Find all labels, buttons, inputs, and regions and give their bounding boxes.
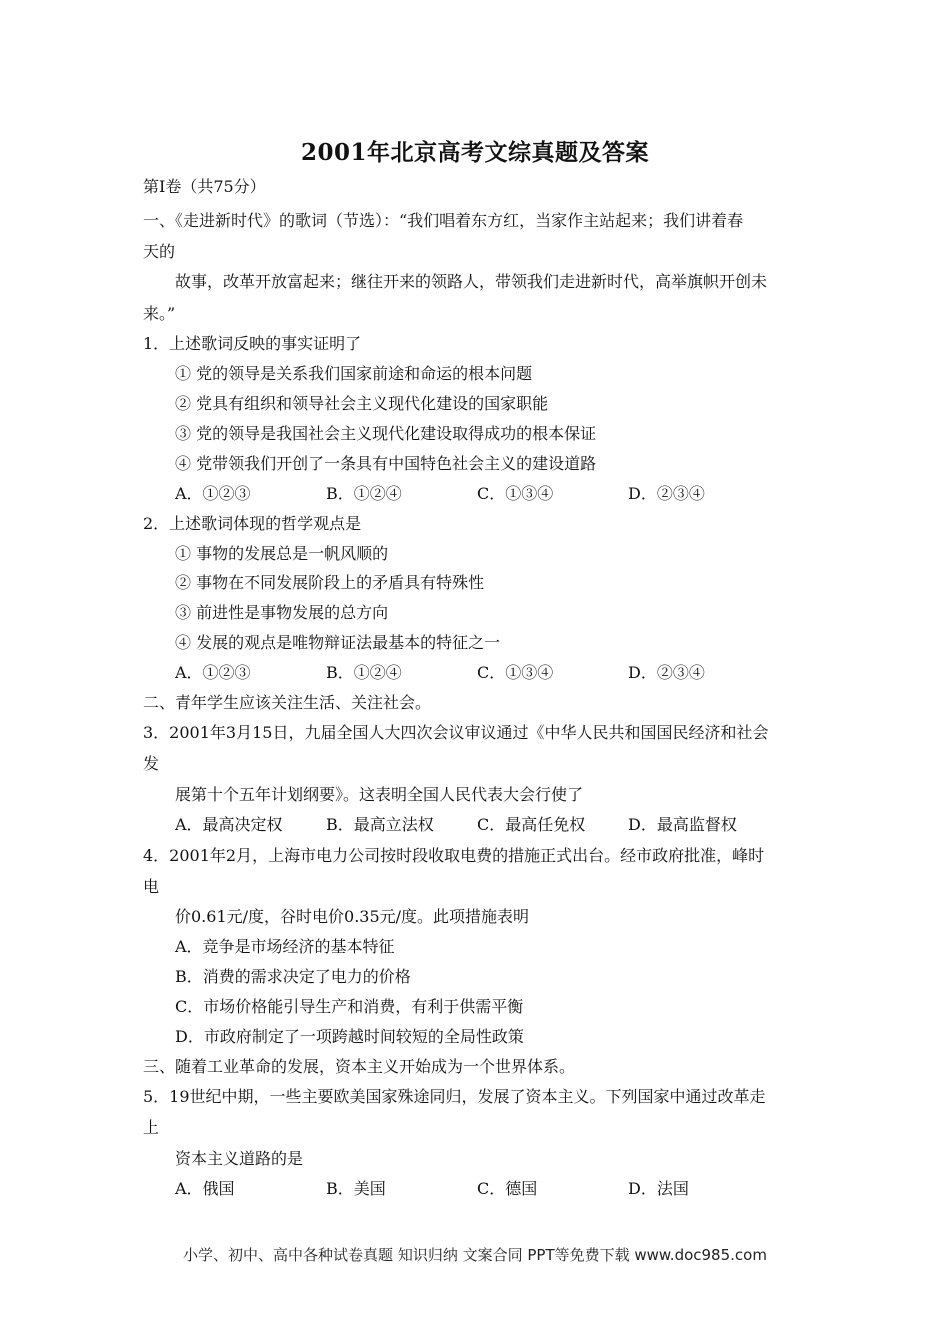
q3-option-c: C．最高任免权 bbox=[477, 815, 586, 834]
q2-stem: 2．上述歌词体现的哲学观点是 bbox=[143, 514, 362, 533]
part1-intro-line2: 天的 bbox=[143, 242, 176, 261]
q2-item-3: ③ 前进性是事物发展的总方向 bbox=[175, 603, 389, 622]
q4-stem-line2: 电 bbox=[143, 877, 160, 896]
q2-option-c: C．①③④ bbox=[477, 663, 554, 682]
q4-option-b: B．消费的需求决定了电力的价格 bbox=[175, 967, 411, 986]
q2-option-d: D．②③④ bbox=[628, 663, 705, 682]
q4-stem-line3: 价0.61元/度，谷时电价0.35元/度。此项措施表明 bbox=[175, 907, 530, 926]
q3-option-d: D．最高监督权 bbox=[628, 815, 737, 834]
q1-item-2: ② 党具有组织和领导社会主义现代化建设的国家职能 bbox=[175, 394, 549, 413]
q1-option-d: D．②③④ bbox=[628, 484, 705, 503]
part1-intro-line4: 来。” bbox=[143, 304, 176, 323]
q5-stem-line2: 上 bbox=[143, 1118, 160, 1137]
q2-option-b: B．①②④ bbox=[326, 663, 402, 682]
q2-item-4: ④ 发展的观点是唯物辩证法最基本的特征之一 bbox=[175, 633, 501, 652]
q2-option-a: A．①②③ bbox=[175, 663, 251, 682]
q4-option-d: D．市政府制定了一项跨越时间较短的全局性政策 bbox=[175, 1027, 524, 1046]
part1-intro-line1: 一、《走进新时代》的歌词（节选）：“我们唱着东方红，当家作主站起来；我们讲着春 bbox=[143, 211, 744, 230]
q4-stem-line1: 4．2001年2月，上海市电力公司按时段收取电费的措施正式出台。经市政府批准，峰时 bbox=[143, 846, 765, 865]
q4-option-a: A．竞争是市场经济的基本特征 bbox=[175, 937, 395, 956]
q3-stem-line2: 发 bbox=[143, 754, 160, 773]
q4-option-c: C．市场价格能引导生产和消费，有利于供需平衡 bbox=[175, 997, 524, 1016]
q5-stem-line1: 5．19世纪中期，一些主要欧美国家殊途同归，发展了资本主义。下列国家中通过改革走 bbox=[143, 1087, 766, 1106]
q2-item-1: ① 事物的发展总是一帆风顺的 bbox=[175, 544, 389, 563]
section-header: 第Ⅰ卷（共75分） bbox=[143, 177, 266, 196]
q5-option-b: B．美国 bbox=[326, 1179, 386, 1198]
q1-item-4: ④ 党带领我们开创了一条具有中国特色社会主义的建设道路 bbox=[175, 454, 597, 473]
q5-option-c: C．德国 bbox=[477, 1179, 538, 1198]
page-title: 2001年北京高考文综真题及答案 bbox=[300, 139, 649, 166]
q5-option-a: A．俄国 bbox=[175, 1179, 235, 1198]
q3-option-a: A．最高决定权 bbox=[175, 815, 283, 834]
q1-stem: 1．上述歌词反映的事实证明了 bbox=[143, 334, 362, 353]
page-footer: 小学、初中、高中各种试卷真题 知识归纳 文案合同 PPT等免费下载 www.doc985.com bbox=[183, 1246, 767, 1264]
q5-option-d: D．法国 bbox=[628, 1179, 689, 1198]
q5-stem-line3: 资本主义道路的是 bbox=[175, 1149, 304, 1168]
q1-item-1: ① 党的领导是关系我们国家前途和命运的根本问题 bbox=[175, 364, 533, 383]
q1-item-3: ③ 党的领导是我国社会主义现代化建设取得成功的根本保证 bbox=[175, 424, 597, 443]
part2-intro: 二、青年学生应该关注生活、关注社会。 bbox=[143, 693, 432, 712]
q1-option-a: A．①②③ bbox=[175, 484, 251, 503]
q3-stem-line1: 3．2001年3月15日，九届全国人大四次会议审议通过《中华人民共和国国民经济和社会 bbox=[143, 723, 769, 742]
q1-option-b: B．①②④ bbox=[326, 484, 402, 503]
part3-intro: 三、随着工业革命的发展，资本主义开始成为一个世界体系。 bbox=[143, 1057, 576, 1076]
q3-option-b: B．最高立法权 bbox=[326, 815, 434, 834]
part1-intro-line3: 故事，改革开放富起来；继往开来的领路人，带领我们走进新时代，高举旗帜开创未 bbox=[175, 272, 768, 291]
q2-item-2: ② 事物在不同发展阶段上的矛盾具有特殊性 bbox=[175, 573, 485, 592]
q3-stem-line3: 展第十个五年计划纲要》。这表明全国人民代表大会行使了 bbox=[175, 785, 584, 804]
q1-option-c: C．①③④ bbox=[477, 484, 554, 503]
